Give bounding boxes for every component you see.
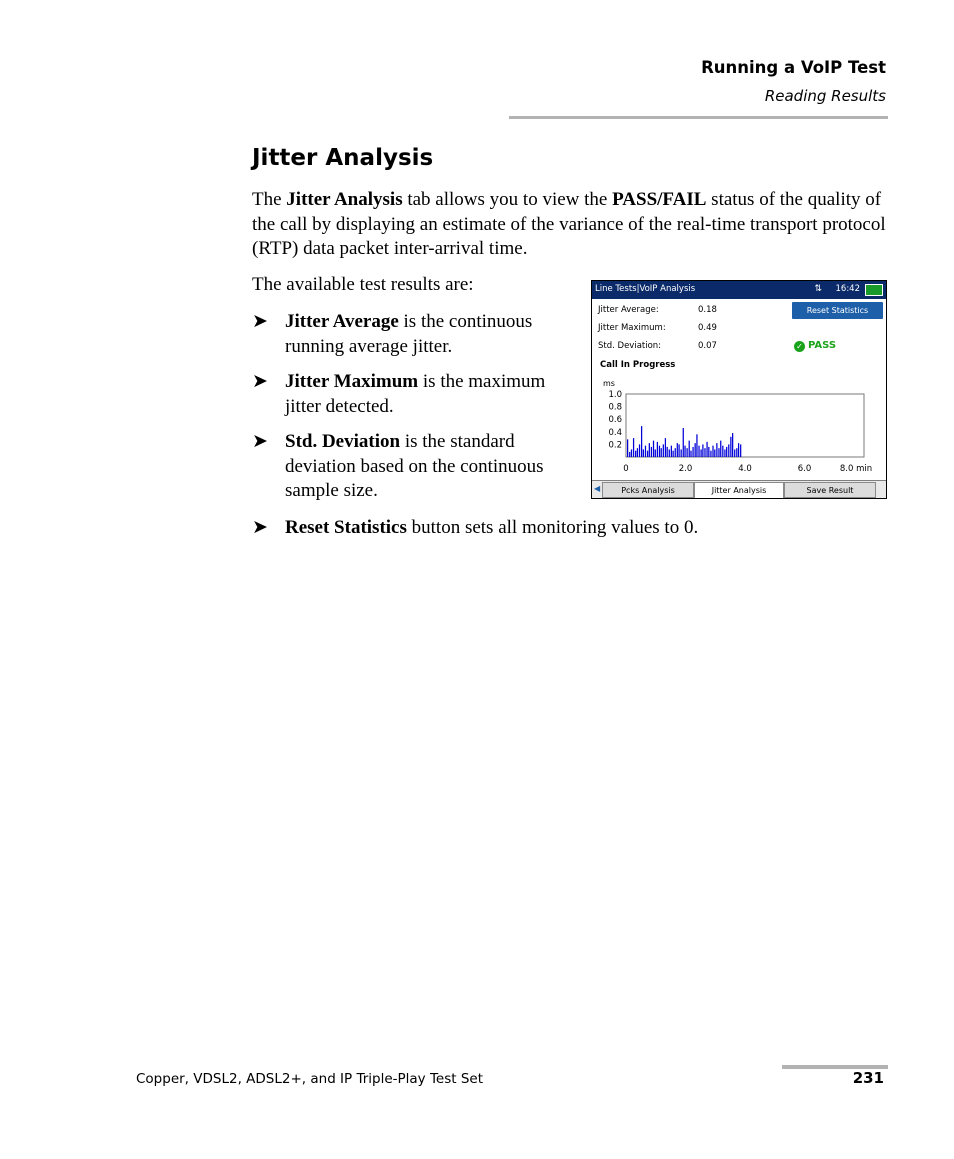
jitter-bar [671, 446, 672, 457]
tab-bar [592, 480, 886, 499]
device-title: Line Tests|VoIP Analysis [595, 284, 696, 294]
metric-label-jitter-maximum: Jitter Maximum: [598, 323, 666, 333]
bullet-term: Reset Statistics [285, 517, 407, 538]
x-tick-label: 6.0 [797, 464, 812, 474]
x-tick-label: 0 [623, 464, 629, 474]
tab-save-result[interactable]: Save Result [784, 482, 876, 498]
jitter-bar [718, 448, 719, 457]
jitter-bar [726, 447, 727, 457]
device-time: 16:42 [835, 284, 860, 294]
jitter-bar [736, 448, 737, 457]
jitter-bar [700, 449, 701, 457]
y-tick-label: 0.8 [608, 402, 622, 413]
jitter-chart [592, 374, 886, 480]
pass-status [794, 340, 836, 352]
jitter-bar [702, 444, 703, 457]
metric-value-jitter-maximum: 0.49 [698, 323, 717, 333]
jitter-bar [687, 448, 688, 457]
y-unit-label: ms [603, 379, 615, 388]
jitter-bar [661, 448, 662, 457]
jitter-bar [657, 442, 658, 457]
jitter-bar [698, 446, 699, 457]
footer-document-title: Copper, VDSL2, ADSL2+, and IP Triple-Play Test Set [136, 1071, 484, 1087]
reset-statistics-button[interactable]: Reset Statistics [792, 302, 883, 319]
tab-jitter-analysis[interactable]: Jitter Analysis [694, 482, 784, 498]
jitter-bar [633, 438, 634, 457]
jitter-bar [692, 447, 693, 457]
jitter-bar [730, 437, 731, 457]
y-tick-label: 0.2 [608, 440, 622, 451]
jitter-bar [647, 451, 648, 457]
call-status: Call In Progress [600, 360, 676, 370]
section-title: Jitter Analysis [252, 145, 434, 171]
x-tick-label: 4.0 [738, 464, 752, 474]
bullet-desc: is the continuous running average jitter. [285, 311, 533, 357]
x-tick-label: 8.0 min [839, 464, 873, 474]
jitter-bar [683, 428, 684, 457]
jitter-bar [635, 451, 636, 457]
results-lead: The available test results are: [252, 274, 474, 295]
battery-icon [865, 284, 883, 296]
jitter-bar [641, 426, 642, 457]
jitter-bar [722, 446, 723, 457]
bullet-term: Std. Deviation [285, 431, 401, 452]
device-screenshot [591, 280, 887, 499]
bullet-arrow-icon: ➤ [252, 517, 268, 538]
header-rule [509, 116, 888, 119]
jitter-bar [710, 451, 711, 457]
jitter-bar [651, 447, 652, 457]
jitter-bar [704, 448, 705, 457]
y-tick-label: 0.4 [608, 427, 622, 438]
jitter-bar [696, 434, 697, 457]
jitter-bar [720, 441, 721, 457]
intro-text-3: status of the quality of the call by displaying an estimate of the variance of the real-time transport protocol (RTP) data packet inter-arrival time. [252, 189, 886, 259]
jitter-bar [667, 447, 668, 457]
intro-text-2: tab allows you to view the [402, 189, 613, 210]
device-titlebar [592, 281, 886, 299]
metric-value-jitter-average: 0.18 [698, 305, 717, 315]
jitter-bar [627, 439, 628, 457]
jitter-bar [655, 449, 656, 457]
jitter-bar [684, 446, 685, 457]
metric-label-std-deviation: Std. Deviation: [598, 341, 662, 351]
bullet-desc: button sets all monitoring values to 0. [406, 517, 699, 538]
jitter-bar [732, 433, 733, 457]
jitter-bar [675, 448, 676, 457]
bullet-arrow-icon: ➤ [252, 371, 268, 392]
plot-area [626, 394, 864, 457]
jitter-bar [669, 449, 670, 457]
jitter-bar [665, 438, 666, 457]
jitter-bar [681, 449, 682, 457]
jitter-bar [734, 449, 735, 457]
jitter-bar [629, 452, 630, 457]
metric-label-jitter-average: Jitter Average: [598, 305, 659, 315]
jitter-bar [740, 444, 741, 457]
bullet-desc: is the standard deviation based on the continuous sample size. [285, 431, 544, 501]
page-number: 231 [852, 1069, 884, 1087]
jitter-bar [637, 448, 638, 457]
bullet-text [285, 370, 580, 419]
metric-value-std-deviation: 0.07 [698, 341, 717, 351]
bullet-text [285, 516, 805, 541]
jitter-bar [649, 443, 650, 457]
jitter-bar [673, 451, 674, 457]
bullet-text [285, 310, 575, 359]
bullet-text [285, 430, 585, 504]
check-icon: ✓ [794, 341, 805, 352]
jitter-bar [639, 444, 640, 457]
jitter-bar [706, 442, 707, 457]
jitter-bar [712, 446, 713, 457]
tab-scroll-left-icon[interactable]: ◀ [594, 484, 601, 493]
bullet-term: Jitter Maximum [285, 371, 419, 392]
bullet-arrow-icon: ➤ [252, 311, 268, 332]
jitter-bar [653, 441, 654, 457]
jitter-bar [708, 447, 709, 457]
header-title: Running a VoIP Test [701, 58, 886, 77]
jitter-bar [695, 443, 696, 457]
y-tick-label: 0.6 [608, 415, 622, 426]
jitter-bar [645, 446, 646, 457]
jitter-bar [716, 443, 717, 457]
jitter-bar [738, 443, 739, 457]
jitter-bar [663, 444, 664, 457]
jitter-bar [689, 441, 690, 457]
bullet-term: Jitter Average [285, 311, 399, 332]
jitter-bar [659, 446, 660, 457]
jitter-bar [724, 449, 725, 457]
header-subtitle: Reading Results [764, 87, 886, 105]
intro-term-pass-fail: PASS/FAIL [612, 189, 707, 210]
jitter-bar [678, 444, 679, 457]
y-tick-label: 1.0 [608, 390, 622, 400]
intro-paragraph [252, 188, 892, 262]
jitter-bar [728, 444, 729, 457]
jitter-bar [714, 449, 715, 457]
pass-label: PASS [808, 340, 837, 351]
jitter-bar [690, 451, 691, 457]
signal-icon: ⇅ [814, 284, 822, 294]
jitter-bar [631, 449, 632, 457]
intro-text-1: The [252, 189, 287, 210]
jitter-bar [677, 443, 678, 457]
jitter-bar [643, 449, 644, 457]
x-tick-label: 2.0 [678, 464, 693, 474]
bullet-desc: is the maximum jitter detected. [285, 371, 546, 417]
intro-term-jitter-analysis: Jitter Analysis [286, 189, 403, 210]
tab-pcks-analysis[interactable]: Pcks Analysis [602, 482, 694, 498]
bullet-arrow-icon: ➤ [252, 431, 268, 452]
